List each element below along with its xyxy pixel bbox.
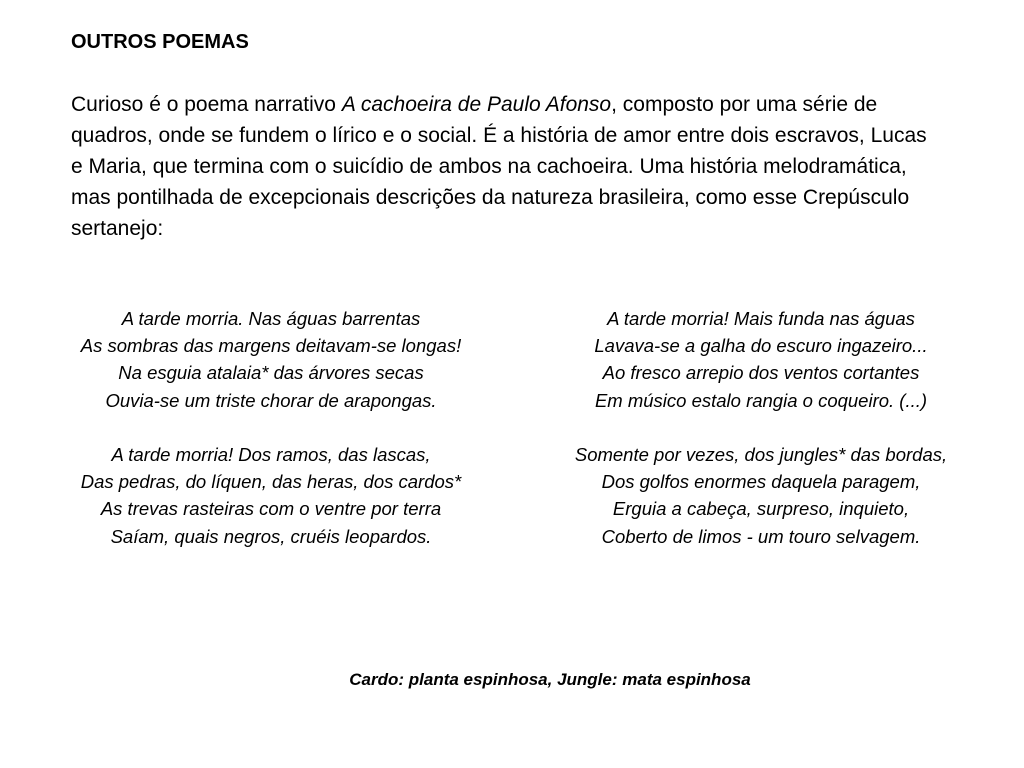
intro-text-after: , composto por uma série de quadros, onde se fundem o lírico e o social. É a história de amor entre dois escravos, Lucas e Maria, que termina com o suicídio de ambos na cachoeira. Uma história melodramática, mas pontilhada de excepcionais descrições da natureza brasileira, como esse Crepúsculo sertanejo: xyxy=(71,93,927,240)
poem-left-column xyxy=(20,305,522,550)
poem-line: Das pedras, do líquen, das heras, dos cardos* xyxy=(80,471,462,493)
poem-line: Ouvia-se um triste chorar de arapongas. xyxy=(105,389,437,411)
poem-line: A tarde morria. Nas águas barrentas xyxy=(121,308,421,329)
poem-work-title: A cachoeira de Paulo Afonso xyxy=(341,93,612,116)
poem-stanza xyxy=(510,441,1012,550)
poem-line: Em músico estalo rangia o coqueiro. (...) xyxy=(594,389,928,411)
poem-line: Dos golfos enormes daquela paragem, xyxy=(601,471,921,493)
page-title: OUTROS POEMAS xyxy=(71,31,249,53)
poem-line: Lavava-se a galha do escuro ingazeiro... xyxy=(594,335,928,357)
poem-line: As trevas rasteiras com o ventre por terra xyxy=(100,498,442,520)
poem-line: Na esguia atalaia* das árvores secas xyxy=(118,362,424,384)
poem-line: Coberto de limos - um touro selvagem. xyxy=(601,525,921,547)
poem-line: Somente por vezes, dos jungles* das bordas, xyxy=(574,444,948,465)
poem-line: A tarde morria! Mais funda nas águas xyxy=(607,308,915,329)
poem-stanza xyxy=(20,305,522,414)
intro-text-before: Curioso é o poema narrativo xyxy=(71,93,342,116)
poem-line: As sombras das margens deitavam-se longas! xyxy=(80,335,462,357)
footnote: Cardo: planta espinhosa, Jungle: mata espinhosa xyxy=(349,670,751,689)
poem-line: Erguia a cabeça, surpreso, inquieto, xyxy=(612,498,910,520)
intro-text xyxy=(71,89,931,244)
poem-stanza xyxy=(510,305,1012,414)
poem-line: A tarde morria! Dos ramos, das lascas, xyxy=(111,444,431,465)
poem-right-column xyxy=(510,305,1012,550)
intro-paragraph xyxy=(71,89,931,244)
poem-line: Ao fresco arrepio dos ventos cortantes xyxy=(602,362,920,384)
poem-stanza xyxy=(20,441,522,550)
poem-line: Saíam, quais negros, cruéis leopardos. xyxy=(110,525,432,547)
